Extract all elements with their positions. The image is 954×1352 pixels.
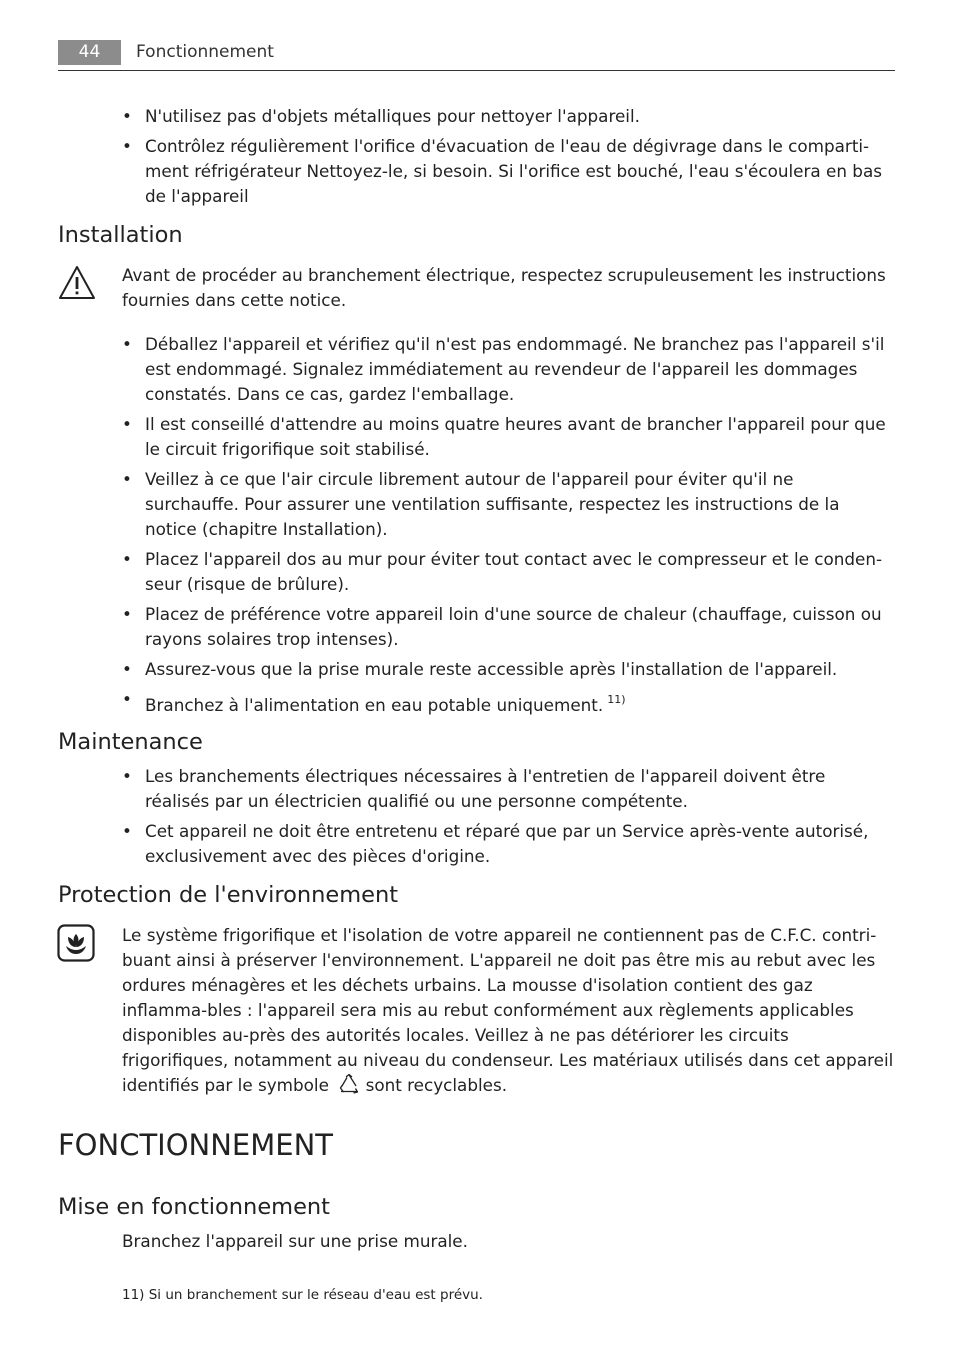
- list-item: • Placez l'appareil dos au mur pour éviter tout contact avec le compresseur et le conden-seur (risque de brûlure).: [122, 549, 883, 594]
- list-item: • Placez de préférence votre appareil loin d'une source de chaleur (chauffage, cuisson ou rayons solaires trop intenses).: [122, 604, 882, 649]
- list-item: • Veillez à ce que l'air circule librement autour de l'appareil pour éviter qu'il ne surchauffe. Pour assurer une ventilation suffisante, respectez les instructions de la notice (chapitre Installation).: [122, 469, 840, 539]
- environment-flower-icon: [57, 924, 95, 962]
- section-title: FONCTIONNEMENT: [58, 1128, 334, 1162]
- list-item: • Contrôlez régulièrement l'orifice d'évacuation de l'eau de dégivrage dans le comparti-ment réfrigérateur Nettoyez-le, si besoin. Si l'orifice est bouché, l'eau s'écoulera en bas de l'appareil: [122, 136, 882, 206]
- intro-bullet-list: [122, 104, 892, 214]
- maintenance-heading: Maintenance: [58, 729, 203, 755]
- environment-heading: Protection de l'environnement: [58, 882, 399, 908]
- maintenance-bullet-list: [122, 764, 892, 874]
- page-number: 44: [58, 40, 121, 65]
- startup-text: Branchez l'appareil sur une prise murale.: [122, 1231, 468, 1251]
- recycle-icon: [338, 1073, 360, 1095]
- footnote: 11) Si un branchement sur le réseau d'eau est prévu.: [122, 1287, 483, 1303]
- list-item: • Assurez-vous que la prise murale reste accessible après l'installation de l'appareil.: [122, 659, 838, 679]
- installation-heading: Installation: [58, 222, 183, 248]
- header-title: Fonctionnement: [136, 42, 274, 62]
- list-item: • N'utilisez pas d'objets métalliques pour nettoyer l'appareil.: [122, 106, 640, 126]
- warning-triangle-icon: [57, 264, 97, 302]
- list-item: • Cet appareil ne doit être entretenu et réparé que par un Service après-vente autorisé, exclusivement avec des pièces d'origine.: [122, 821, 869, 866]
- installation-warning-text: Avant de procéder au branchement électrique, respectez scrupuleusement les instructions fournies dans cette notice.: [122, 265, 886, 310]
- list-item: • Il est conseillé d'attendre au moins quatre heures avant de brancher l'appareil pour que le circuit frigorifique soit stabilisé.: [122, 414, 886, 459]
- installation-bullet-list: [122, 332, 892, 723]
- footnote-reference: 11): [607, 693, 626, 706]
- environment-text: Le système frigorifique et l'isolation de votre appareil ne contiennent pas de C.F.C. contri-buant ainsi à préserver l'environnement. L'appareil ne doit pas être mis au rebut avec les ordures ménagères et les déchets urbains. La mousse d'isolation contient des gaz inflamma-bles : l'appareil sera mis au rebut conformément aux règlements applicables disponibles au-près des autorités locales. Veillez à ne pas détériorer les circuits frigorifiques, notamment au niveau du condenseur. Les matériaux utilisés dans cet appareil identifiés par le symbole sont recyclables.: [122, 925, 894, 1095]
- list-item: • Les branchements électriques nécessaires à l'entretien de l'appareil doivent être réalisés par un électricien qualifié ou une personne compétente.: [122, 766, 826, 811]
- startup-heading: Mise en fonctionnement: [58, 1194, 330, 1220]
- list-item: • Branchez à l'alimentation en eau potable uniquement. $^{11)}$: [122, 689, 626, 715]
- page-header: [58, 40, 895, 71]
- list-item: • Déballez l'appareil et vérifiez qu'il n'est pas endommagé. Ne branchez pas l'appareil s'il est endommagé. Signalez immédiatement au revendeur de l'appareil les dommages constatés. Dans ce cas, gardez l'emballage.: [122, 334, 885, 404]
